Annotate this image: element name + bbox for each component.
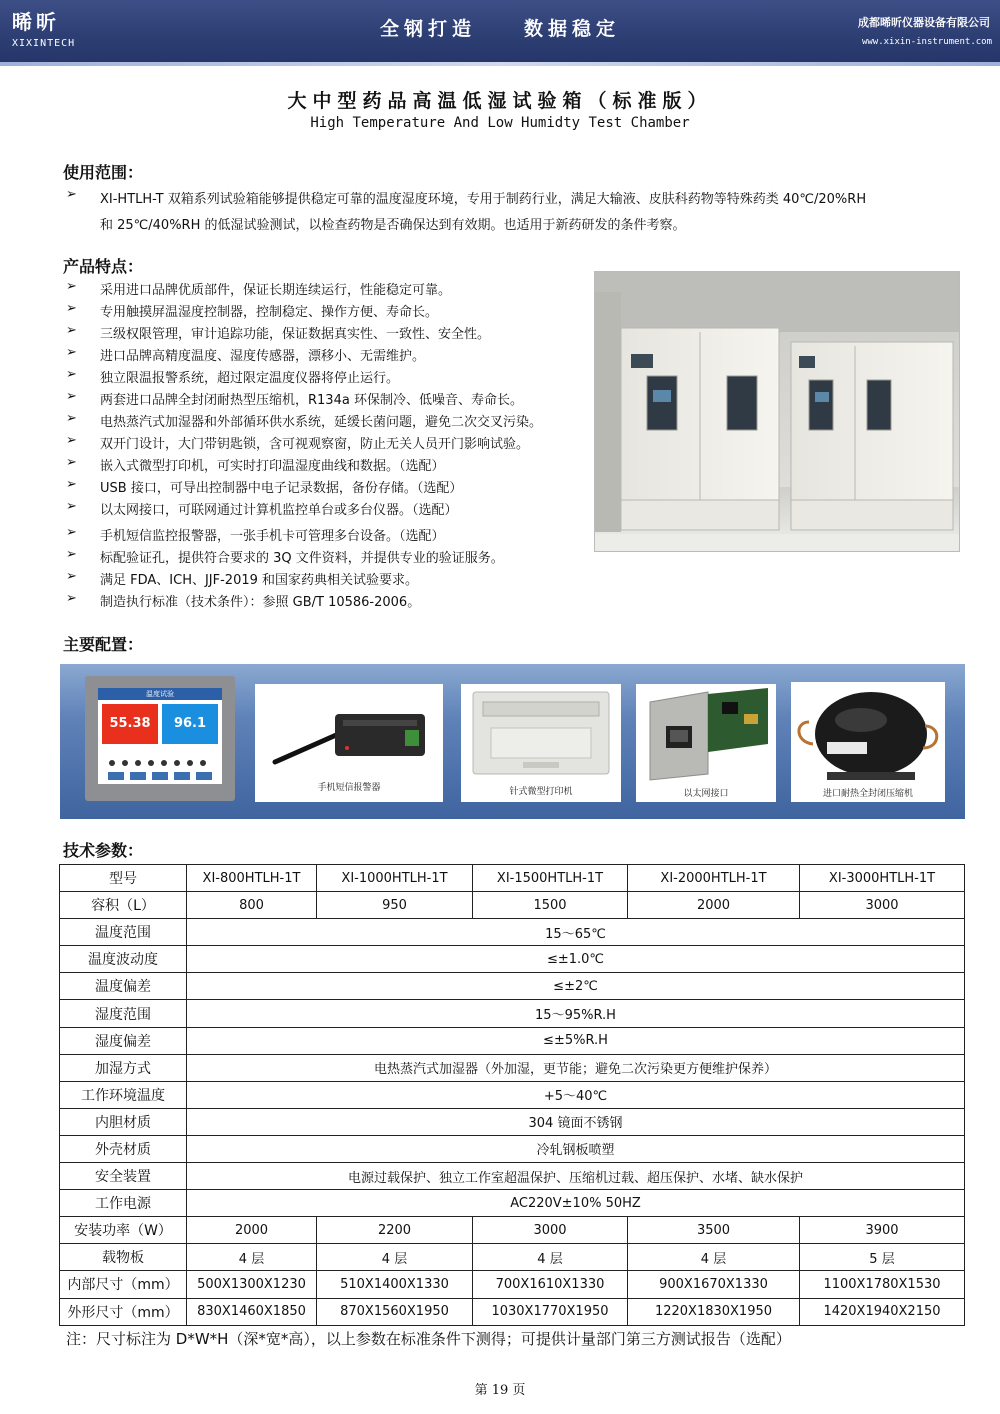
table-row — [60, 1108, 965, 1135]
controller-hum-value: 96.1 — [162, 704, 218, 744]
row-label: 安全装置 — [60, 1163, 187, 1190]
feature-text: 进口品牌高精度温度、湿度传感器，漂移小、无需维护。 — [100, 349, 426, 364]
table-row — [60, 1135, 965, 1162]
printer-label: 针式微型打印机 — [509, 787, 573, 797]
arrow-icon: ➢ — [66, 323, 77, 338]
controller-screen — [98, 688, 222, 784]
compressor-icon — [791, 682, 945, 786]
spec-table — [59, 864, 965, 1326]
usage-text-line-2: 和 25℃/40%RH 的低湿试验测试，以检查药物是否确保达到有效期。也适用于新药研发的条件考察。 — [100, 218, 686, 233]
row-label: 温度波动度 — [60, 946, 187, 973]
table-cell: 830X1460X1850 — [187, 1298, 317, 1325]
arrow-icon: ➢ — [66, 187, 77, 202]
table-cell: 2000 — [628, 892, 800, 919]
table-cell: 3000 — [473, 1217, 628, 1244]
feature-item — [66, 301, 606, 323]
table-row — [60, 865, 965, 892]
table-cell: 2000 — [187, 1217, 317, 1244]
brand-name-en: XIXINTECH — [12, 38, 76, 49]
table-row — [60, 1190, 965, 1217]
compressor-card — [791, 682, 945, 802]
feature-item — [66, 367, 606, 389]
ethernet-icon — [636, 684, 776, 784]
table-row — [60, 1298, 965, 1325]
page-number: 第 19 页 — [474, 1383, 526, 1398]
specs-heading: 技术参数： — [63, 841, 144, 860]
sms-alarm-card — [255, 684, 443, 802]
feature-item — [66, 525, 606, 547]
arrow-icon: ➢ — [66, 367, 77, 382]
row-label: 内胆材质 — [60, 1108, 187, 1135]
table-cell: 4 层 — [187, 1244, 317, 1271]
table-row — [60, 1244, 965, 1271]
arrow-icon: ➢ — [66, 477, 77, 492]
arrow-icon: ➢ — [66, 433, 77, 448]
feature-item — [66, 433, 606, 455]
table-row — [60, 919, 965, 946]
feature-text: 专用触摸屏温湿度控制器，控制稳定、操作方便、寿命长。 — [100, 305, 439, 320]
features-heading: 产品特点： — [63, 257, 144, 276]
feature-item — [66, 569, 606, 591]
table-row — [60, 1027, 965, 1054]
table-row — [60, 1054, 965, 1081]
controller-title: 温度试验 — [98, 688, 222, 700]
controller-nav-icons — [106, 771, 214, 781]
feature-text: 独立限温报警系统，超过限定温度仪器将停止运行。 — [100, 371, 400, 386]
table-cell: XI-2000HTLH-1T — [628, 865, 800, 892]
ethernet-label: 以太网接口 — [683, 789, 729, 799]
printer-card — [461, 684, 621, 802]
table-cell: 电源过载保护、独立工作室超温保护、压缩机过载、超压保护、水堵、缺水保护 — [187, 1163, 965, 1190]
feature-text: 电热蒸汽式加湿器和外部循环供水系统，延缓长菌问题，避免二次交叉污染。 — [100, 415, 543, 430]
feature-item — [66, 389, 606, 411]
feature-text: 三级权限管理，审计追踪功能，保证数据真实性、一致性、安全性。 — [100, 327, 491, 342]
feature-text: 制造执行标准（技术条件）：参照 GB/T 10586-2006。 — [100, 595, 421, 610]
feature-text: 两套进口品牌全封闭耐热型压缩机，R134a 环保制冷、低噪音、寿命长。 — [100, 393, 523, 408]
row-label: 外形尺寸（mm） — [60, 1298, 187, 1325]
table-cell: 1030X1770X1950 — [473, 1298, 628, 1325]
controller-button-row — [106, 752, 214, 760]
arrow-icon: ➢ — [66, 569, 77, 584]
feature-item — [66, 477, 606, 499]
table-cell: 1100X1780X1530 — [800, 1271, 965, 1298]
table-cell: ≤±2℃ — [187, 973, 965, 1000]
product-photo-illustration — [595, 272, 960, 552]
feature-item — [66, 323, 606, 345]
printer-icon — [461, 684, 621, 784]
row-label: 加湿方式 — [60, 1054, 187, 1081]
row-label: 温度范围 — [60, 919, 187, 946]
feature-item — [66, 455, 606, 477]
feature-text: 采用进口品牌优质部件，保证长期连续运行，性能稳定可靠。 — [100, 283, 452, 298]
table-cell: 1500 — [473, 892, 628, 919]
table-cell: 2200 — [317, 1217, 473, 1244]
company-website[interactable]: www.xixin-instrument.com — [861, 37, 992, 47]
feature-item — [66, 279, 606, 301]
arrow-icon: ➢ — [66, 411, 77, 426]
table-cell: 4 层 — [473, 1244, 628, 1271]
table-cell: ≤±5%R.H — [187, 1027, 965, 1054]
row-label: 工作电源 — [60, 1190, 187, 1217]
feature-text: 双开门设计，大门带钥匙锁，含可视观察窗，防止无关人员开门影响试验。 — [100, 437, 530, 452]
table-cell: XI-800HTLH-1T — [187, 865, 317, 892]
config-band — [60, 664, 965, 819]
arrow-icon: ➢ — [66, 455, 77, 470]
feature-text: 满足 FDA、ICH、JJF-2019 和国家药典相关试验要求。 — [100, 573, 419, 588]
row-label: 型号 — [60, 865, 187, 892]
table-cell: 15～95%R.H — [187, 1000, 965, 1027]
row-label: 湿度偏差 — [60, 1027, 187, 1054]
arrow-icon: ➢ — [66, 345, 77, 360]
controller-temp-value: 55.38 — [102, 704, 158, 744]
row-label: 工作环境温度 — [60, 1081, 187, 1108]
arrow-icon: ➢ — [66, 389, 77, 404]
arrow-icon: ➢ — [66, 499, 77, 514]
table-cell: 4 层 — [317, 1244, 473, 1271]
page-header — [0, 0, 1000, 62]
usage-heading: 使用范围： — [63, 163, 144, 182]
table-cell: 950 — [317, 892, 473, 919]
feature-text: 以太网接口，可联网通过计算机监控单台或多台仪器。（选配） — [100, 503, 458, 518]
table-cell: XI-3000HTLH-1T — [800, 865, 965, 892]
table-cell: 1420X1940X2150 — [800, 1298, 965, 1325]
table-cell: AC220V±10% 50HZ — [187, 1190, 965, 1217]
sms-alarm-label: 手机短信报警器 — [317, 783, 381, 793]
row-label: 内部尺寸（mm） — [60, 1271, 187, 1298]
usage-text-line-1: XI-HTLH-T 双箱系列试验箱能够提供稳定可靠的温度湿度环境，专用于制药行业，满足大输液、皮肤科药物等特殊药类 40℃/20%RH — [100, 192, 867, 207]
product-photo — [594, 271, 960, 552]
controller-card — [85, 676, 235, 801]
table-row — [60, 1000, 965, 1027]
feature-text: 嵌入式微型打印机，可实时打印温湿度曲线和数据。（选配） — [100, 459, 445, 474]
table-row — [60, 1081, 965, 1108]
table-cell: 870X1560X1950 — [317, 1298, 473, 1325]
table-cell: 900X1670X1330 — [628, 1271, 800, 1298]
table-cell: 3000 — [800, 892, 965, 919]
table-cell: XI-1000HTLH-1T — [317, 865, 473, 892]
row-label: 安装功率（W） — [60, 1217, 187, 1244]
arrow-icon: ➢ — [66, 279, 77, 294]
table-row — [60, 973, 965, 1000]
feature-item — [66, 547, 606, 569]
table-row — [60, 1163, 965, 1190]
arrow-icon: ➢ — [66, 301, 77, 316]
table-cell: ≤±1.0℃ — [187, 946, 965, 973]
feature-text: 手机短信监控报警器，一张手机卡可管理多台设备。（选配） — [100, 529, 445, 544]
feature-item — [66, 499, 606, 521]
table-cell: 4 层 — [628, 1244, 800, 1271]
feature-item — [66, 345, 606, 367]
header-slogan: 全钢打造 数据稳定 — [379, 18, 620, 40]
table-cell: 1220X1830X1950 — [628, 1298, 800, 1325]
company-name: 成都晞昕仪器设备有限公司 — [858, 16, 990, 29]
table-cell: XI-1500HTLH-1T — [473, 865, 628, 892]
table-row — [60, 892, 965, 919]
table-cell: 304 镜面不锈钢 — [187, 1108, 965, 1135]
arrow-icon: ➢ — [66, 525, 77, 540]
page-title: 大中型药品高温低湿试验箱（标准版） — [287, 90, 713, 112]
compressor-label: 进口耐热全封闭压缩机 — [822, 789, 913, 799]
ethernet-card — [636, 684, 776, 802]
row-label: 容积（L） — [60, 892, 187, 919]
table-cell: 15～65℃ — [187, 919, 965, 946]
feature-item — [66, 411, 606, 433]
row-label: 载物板 — [60, 1244, 187, 1271]
feature-text: USB 接口，可导出控制器中电子记录数据，备份存储。（选配） — [100, 481, 463, 496]
table-cell: 800 — [187, 892, 317, 919]
table-row — [60, 1217, 965, 1244]
table-cell: 冷轧钢板喷塑 — [187, 1135, 965, 1162]
table-cell: 500X1300X1230 — [187, 1271, 317, 1298]
arrow-icon: ➢ — [66, 591, 77, 606]
table-cell: 电热蒸汽式加湿器（外加湿，更节能；避免二次污染更方便维护保养） — [187, 1054, 965, 1081]
table-cell: 510X1400X1330 — [317, 1271, 473, 1298]
row-label: 外壳材质 — [60, 1135, 187, 1162]
feature-text: 标配验证孔，提供符合要求的 3Q 文件资料，并提供专业的验证服务。 — [100, 551, 504, 566]
feature-item — [66, 591, 606, 613]
table-cell: 3900 — [800, 1217, 965, 1244]
sms-alarm-icon — [255, 684, 443, 784]
arrow-icon: ➢ — [66, 547, 77, 562]
table-cell: 700X1610X1330 — [473, 1271, 628, 1298]
controller-nav-bar — [106, 766, 214, 776]
table-cell: 3500 — [628, 1217, 800, 1244]
row-label: 温度偏差 — [60, 973, 187, 1000]
page-subtitle: High Temperature And Low Humidty Test Chamber — [310, 115, 690, 131]
table-cell: +5～40℃ — [187, 1081, 965, 1108]
row-label: 湿度范围 — [60, 1000, 187, 1027]
footnote: 注：尺寸标注为 D*W*H（深*宽*高），以上参数在标准条件下测得；可提供计量部门第三方测试报告（选配） — [66, 1330, 791, 1348]
config-heading: 主要配置： — [63, 635, 144, 654]
brand-name-cn: 晞昕 — [12, 10, 60, 34]
table-row — [60, 946, 965, 973]
table-row — [60, 1271, 965, 1298]
table-cell: 5 层 — [800, 1244, 965, 1271]
